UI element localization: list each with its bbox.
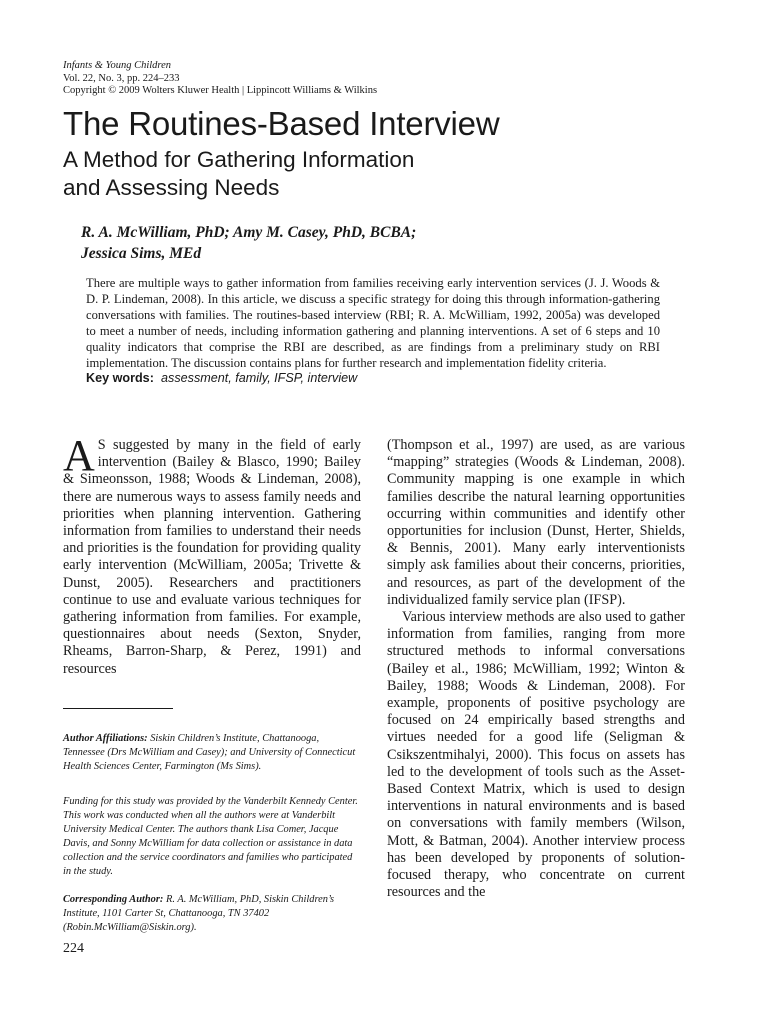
- author-line-1: R. A. McWilliam, PhD; Amy M. Casey, PhD, BCBA;: [81, 224, 417, 241]
- affiliations-label: Author Affiliations:: [63, 733, 148, 744]
- corresponding-text: R. A. McWilliam, PhD, Siskin Children’s Institute, 1101 Carter St, Chattanooga, TN 37402 (Robin.McWilliam@Siskin.org).: [63, 894, 335, 933]
- keywords-label: Key words:: [86, 371, 154, 386]
- keywords-list: assessment, family, IFSP, interview: [161, 371, 358, 386]
- body-paragraph-continued: (Thompson et al., 1997) are used, as are various “mapping” strategies (Woods & Lindeman, 2008). Community mapping is one example in which families describe the natural learning opportunities occurring within communities and identify other opportunities for inclusion (Dunst, Herter, Shields, & Bennis, 2001). Many early interventionists simply ask families about their concerns, priorities, and resources, as part of the development of the individualized family service plan (IFSP).: [387, 437, 685, 608]
- article-title: The Routines-Based Interview: [63, 105, 500, 142]
- abstract-text: There are multiple ways to gather information from families receiving early intervention services (J. J. Woods & D. P. Lindeman, 2008). In this article, we discuss a specific strategy for doing this through information-gathering conversations with families. The routines-based interview (RBI; R. A. McWilliam, 1992, 2005a) was developed to meet a number of needs, including information gathering and planning interventions. A set of 6 steps and 10 quality indicators that comprise the RBI are described, as are findings from a preliminary study on RBI implementation. The discussion contains plans for further research and implementation fidelity criteria.: [86, 276, 660, 370]
- body-right-column: [387, 437, 685, 901]
- drop-cap: A: [63, 431, 95, 480]
- journal-volume: Vol. 22, No. 3, pp. 224–233: [63, 72, 180, 84]
- abstract: [86, 276, 660, 387]
- funding-note: Funding for this study was provided by the Vanderbilt Kennedy Center. This work was conducted when all the authors were at Vanderbilt University Medical Center. The authors thank Lisa Comer, Jacque Davis, and Sonny McWilliam for data collection or assistance in data collection and the service coordinators and families who participated in the study.: [63, 796, 358, 877]
- journal-header: [63, 60, 377, 98]
- body-paragraph-1: [63, 431, 361, 678]
- body-left-column: [63, 431, 361, 678]
- subtitle-line-2: and Assessing Needs: [63, 175, 280, 200]
- author-list: [81, 222, 416, 264]
- corresponding-author-note: [63, 893, 363, 935]
- article-subtitle: [63, 146, 414, 202]
- author-line-2: Jessica Sims, MEd: [81, 245, 202, 262]
- subtitle-line-1: A Method for Gathering Information: [63, 147, 415, 172]
- page-number: 224: [63, 941, 84, 956]
- journal-copyright: Copyright © 2009 Wolters Kluwer Health | Lippincott Williams & Wilkins: [63, 85, 378, 96]
- affiliations-text: Siskin Children’s Institute, Chattanooga, Tennessee (Drs McWilliam and Casey); and University of Connecticut Health Sciences Center, Farmington (Ms Sims).: [63, 733, 356, 772]
- footnote-divider: [63, 708, 173, 709]
- author-affiliations-note: [63, 732, 363, 774]
- journal-name: Infants & Young Children: [63, 60, 172, 71]
- corresponding-label: Corresponding Author:: [63, 894, 164, 905]
- keywords-line: [86, 371, 660, 387]
- body-paragraph-2: Various interview methods are also used to gather information from families, ranging from more structured methods to informal conversations (Bailey et al., 1986; McWilliam, 1992; Winton & Bailey, 1988; Woods & Lindeman, 2008). For example, proponents of positive psychology are focused on 24 empirically based strengths and virtues needed for a good life (Seligman & Csikszentmihalyi, 2000). This focus on assets has led to the development of tools such as the Asset-Based Context Matrix, which is used to design interventions in natural environments and is based on conversations with family members (Wilson, Mott, & Batman, 2004). Another interview process has been developed by proponents of solution-focused therapy, who concentrate on current resources and the: [387, 609, 685, 901]
- body-paragraph-1-text: S suggested by many in the field of early intervention (Bailey & Blasco, 1990; Bailey & Simeonsson, 1988; Woods & Lindeman, 2008), there are numerous ways to assess family needs and priorities when planning intervention. Gathering information from families to understand their needs and priorities is the foundation for providing quality early intervention (McWilliam, 2005a; Trivette & Dunst, 2005). Researchers and practitioners continue to use and evaluate various techniques for gathering information from families. For example, questionnaires about needs (Sexton, Snyder, Rheams, Barron-Sharp, & Perez, 1991) and resources: [63, 437, 361, 677]
